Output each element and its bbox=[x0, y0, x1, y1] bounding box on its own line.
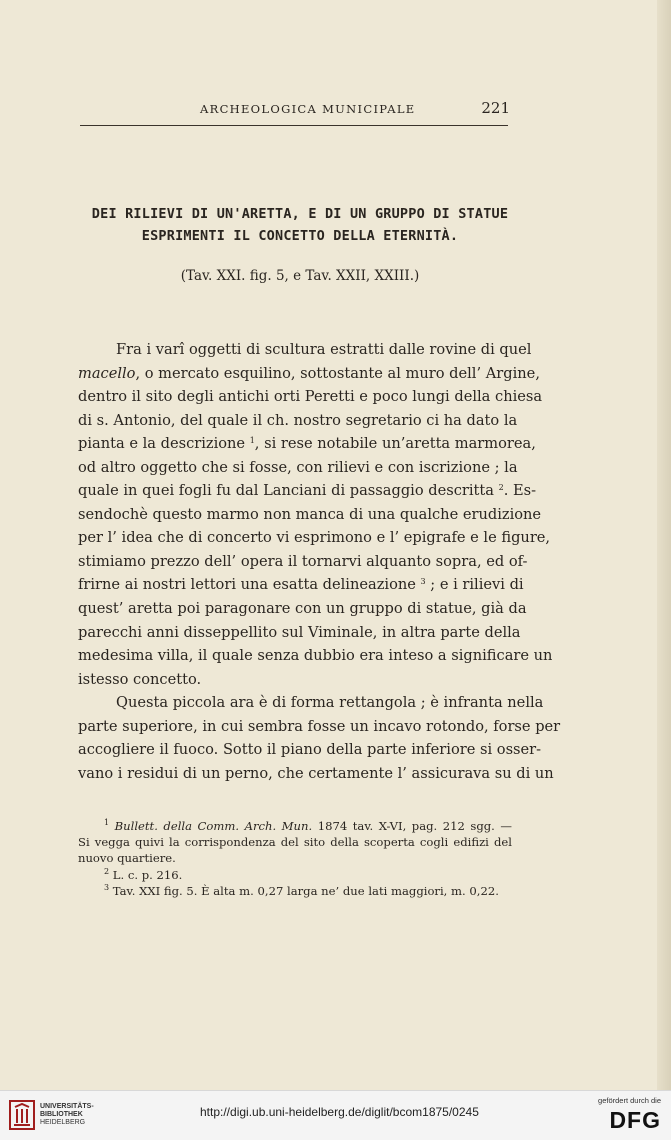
university-library-name: UNIVERSITÄTS- BIBLIOTHEK HEIDELBERG bbox=[40, 1103, 94, 1126]
paragraph-2-line: parte superiore, in cui sembra fosse un incavo rotondo, forse per bbox=[78, 717, 561, 735]
paragraph-1-line: frirne ai nostri lettori una esatta delineazione $^3$ ; e i rilievi di bbox=[78, 576, 524, 594]
paragraph-1-line: macello, o mercato esquilino, sottostante al muro dell’ Argine, bbox=[78, 364, 540, 382]
funding-note: gefördert durch die bbox=[598, 1096, 661, 1105]
paragraph-1-line: per l’ idea che di concerto vi esprimono e l’ epigrafe e le figure, bbox=[78, 529, 551, 547]
paragraph-1-line: od altro oggetto che si fosse, con rilievi e con iscrizione ; la bbox=[78, 458, 518, 476]
body-text bbox=[78, 338, 561, 785]
footnote-3: $^3$ Tav. XXI fig. 5. È alta m. 0,27 larga ne’ due lati maggiori, m. 0,22. bbox=[104, 882, 499, 898]
paragraph-1-line: sendochè questo marmo non manca di una qualche erudizione bbox=[78, 505, 542, 523]
footnote-ref: 3 bbox=[420, 577, 426, 587]
plate-reference: (Tav. XXI. fig. 5, e Tav. XXII, XXIII.) bbox=[180, 268, 420, 284]
paragraph-1-line: pianta e la descrizione $^1$, si rese notabile un’aretta marmorea, bbox=[78, 435, 536, 453]
footnote-1-cont: nuovo quartiere. bbox=[78, 851, 176, 866]
running-title: ARCHEOLOGICA MUNICIPALE bbox=[200, 102, 416, 116]
footnote-2: $^2$ L. c. p. 216. bbox=[104, 866, 183, 882]
footnotes bbox=[78, 818, 512, 899]
footnote-ref: 1 bbox=[249, 436, 255, 446]
paragraph-1-line: di s. Antonio, del quale il ch. nostro segretario ci ha dato la bbox=[78, 411, 518, 429]
paragraph-1-line: stimiamo prezzo dell’ opera il tornarvi alquanto sopra, ed of- bbox=[78, 552, 528, 570]
page-number: 221 bbox=[481, 99, 510, 117]
paragraph-1-line: parecchi anni disseppellito sul Viminale, in altra parte della bbox=[78, 623, 521, 641]
footnote-ref: 2 bbox=[498, 483, 504, 493]
paragraph-2-line: Questa piccola ara è di forma rettangola ; è infranta nella bbox=[116, 694, 544, 712]
permalink-url[interactable]: http://digi.ub.uni-heidelberg.de/diglit/bcom1875/0245 bbox=[200, 1105, 479, 1119]
digitization-footer bbox=[0, 1090, 671, 1140]
paragraph-2-line: accogliere il fuoco. Sotto il piano della parte inferiore si osser- bbox=[78, 741, 542, 759]
paragraph-1-line: istesso concetto. bbox=[78, 670, 202, 688]
paragraph-1-line: Fra i varî oggetti di scultura estratti dalle rovine di quel bbox=[116, 341, 532, 358]
dfg-logo: DFG bbox=[609, 1107, 661, 1133]
article-title-line-1: DEI RILIEVI DI UN'ARETTA, E DI UN GRUPPO DI STATUE bbox=[91, 206, 509, 222]
paragraph-1-line: medesima villa, il quale senza dubbio era inteso a significare un bbox=[78, 647, 553, 665]
header-rule bbox=[80, 125, 508, 126]
paragraph-1-line: quale in quei fogli fu dal Lanciani di passaggio descritta $^2$. Es- bbox=[78, 482, 537, 500]
university-library-logo-icon bbox=[8, 1099, 36, 1131]
running-head bbox=[80, 99, 510, 119]
paragraph-2-line: vano i residui di un perno, che certamente l’ assicurava su di un bbox=[78, 764, 554, 782]
paragraph-1-line: dentro il sito degli antichi orti Peretti e poco lungi della chiesa bbox=[78, 388, 543, 406]
article-title-line-2: ESPRIMENTI IL CONCETTO DELLA ETERNITÀ. bbox=[141, 228, 459, 244]
footnote-1: $^1$ Bullett. della Comm. Arch. Mun. 1874 tav. X-VI, pag. 212 sgg. — bbox=[104, 818, 512, 833]
paragraph-1-line: quest’ aretta poi paragonare con un gruppo di statue, già da bbox=[78, 600, 527, 618]
italic-term: macello bbox=[78, 364, 136, 382]
article-title bbox=[60, 203, 540, 247]
footnote-1-cont: Si vegga quivi la corrispondenza del sito della scoperta cogli edifizi del bbox=[78, 835, 512, 850]
page-edge-shadow bbox=[657, 0, 671, 1090]
